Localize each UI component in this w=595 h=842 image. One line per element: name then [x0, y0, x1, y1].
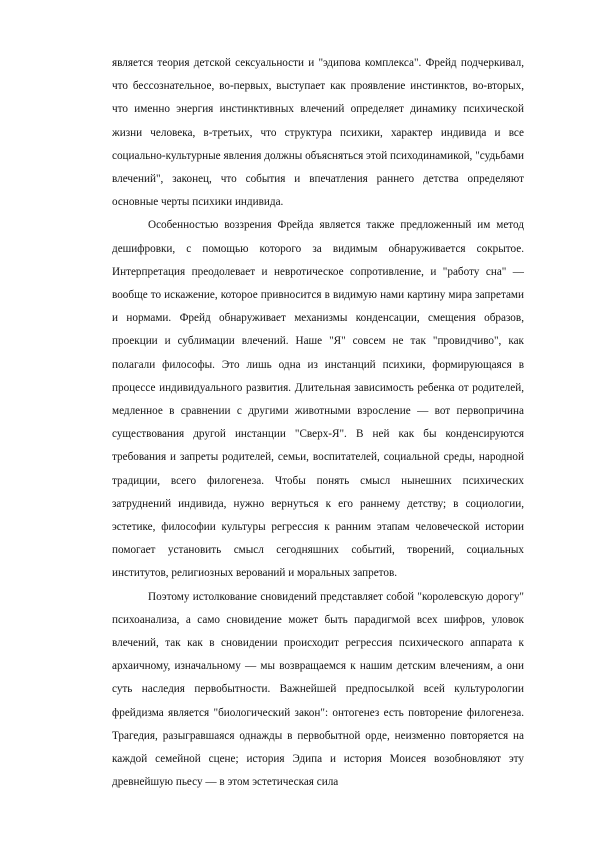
paragraph-2: Особенностью воззрения Фрейда является также предложенный им метод дешифровки, с помощью которого за видимым обнаруживается сокрытое. Интерпретация преодолевает и невротическое сопротивление, и "работу сна" — вообще то искажение, которое привносится в видимую нами картину мира запретами и нормами. Фрейд обнаруживает механизмы конденсации, смещения образов, проекции и сублимации влечений. Наше "Я" совсем не так "провидчиво", как полагали философы. Это лишь одна из инстанций психики, формирующаяся в процессе индивидуального развития. Длительная зависимость ребенка от родителей, медленное в сравнении с другими животными взросление — вот первопричина существования другой инстанции "Сверх-Я". В ней как бы конденсируются требования и запреты родителей, семьи, воспитателей, социальной среды, народной традиции, всего филогенеза. Чтобы понять смысл нынешних психических затруднений индивида, нужно вернуться к его раннему детству; в социологии, эстетике, философии культуры регрессия к ранним этапам человеческой истории помогает установить смысл сегодняшних событий, творений, социальных институтов, религиозных верований и моральных запретов.	[112, 219, 524, 580]
paragraph-3: Поэтому истолкование сновидений представляет собой "королевскую дорогу" психоанализа, а само сновидение может быть парадигмой всех шифров, уловок влечений, так как в сновидении происходит регрессия психического аппарата к архаичному, изначальному — мы возвращаемся к нашим детским влечениям, а они суть наследия первобытности. Важнейшей предпосылкой всей культурологии фрейдизма является "биологический закон": онтогенез есть повторение филогенеза. Трагедия, разыгравшаяся однажды в первобытной орде, неизменно повторяется на каждой семейной сцене; история Эдипа и история Моисея возобновляют эту древнейшую пьесу — в этом эстетическая сила	[112, 590, 524, 789]
document-page	[112, 52, 524, 795]
paragraph-1: является теория детской сексуальности и "эдипова комплекса". Фрейд подчеркивал, что бессознательное, во-первых, выступает как проявление инстинктов, во-вторых, что именно энергия инстинктивных влечений определяет динамику психической жизни человека, в-третьих, что структура психики, характер индивида и все социально-культурные явления должны объясняться этой психодинамикой, "судьбами влечений", законец, что события и впечатления раннего детства определяют основные черты психики индивида.	[112, 57, 524, 209]
